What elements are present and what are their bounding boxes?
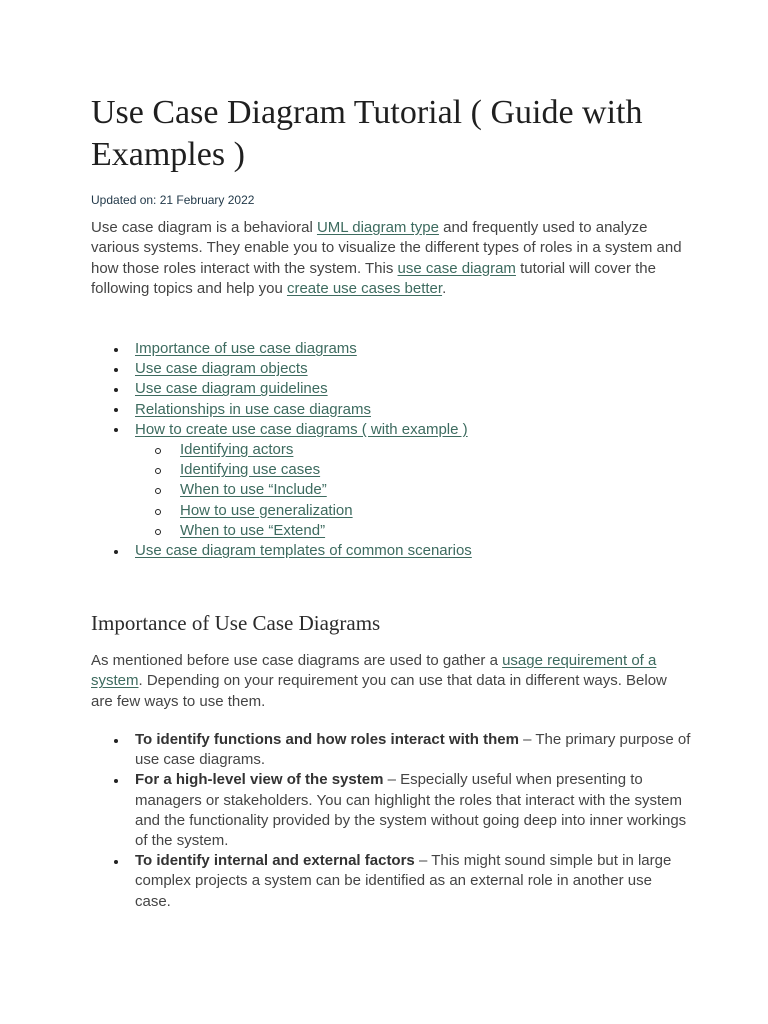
toc-subitem [135,501,711,521]
list-item-text: – The primary purpose of use case diagrams. [135,731,691,769]
usage-requirement-link[interactable]: usage requirement of a system [91,652,657,690]
updated-date: Updated on: 21 February 2022 [91,193,255,207]
list-item-text: – Especially useful when presenting to managers or stakeholders. You can highlight the roles that interact with the system and the functionality provided by the system without going deep into inner workings of the system. [135,771,687,850]
table-of-contents [91,339,711,561]
intro-text-2: and frequently used to analyze various systems. They enable you to visualize the different types of roles in a system and how those roles interact with the system. This [91,219,682,277]
list-item-bold: For a high-level view of the system [135,771,384,789]
toc-subitem [135,521,711,541]
toc-item [91,379,711,399]
toc-subitem [135,440,711,460]
toc-subitem [135,480,711,500]
list-item [91,730,691,770]
list-item-bold: To identify functions and how roles interact with them [135,731,519,748]
section-text-2: . Depending on your requirement you can use that data in different ways. Below are few ways to use them. [91,672,667,710]
use-case-diagram-link[interactable]: use case diagram [397,259,516,277]
intro-text-4: . [442,279,447,297]
toc-link-identifying-use-cases[interactable]: Identifying use cases [180,461,321,479]
toc-subitem [135,460,711,480]
create-use-cases-better-link[interactable]: create use cases better [286,279,443,297]
toc-link-include[interactable]: When to use “Include” [180,481,327,499]
section-paragraph [91,651,691,712]
intro-paragraph [91,218,691,299]
toc-link-extend[interactable]: When to use “Extend” [180,521,326,539]
intro-text-3: tutorial will cover the following topics and help you [91,259,656,297]
toc-item [91,359,711,379]
toc-link-identifying-actors[interactable]: Identifying actors [180,441,294,459]
toc-link-generalization[interactable]: How to use generalization [180,501,353,519]
toc-item [91,400,711,420]
toc-link-objects[interactable]: Use case diagram objects [135,360,308,378]
uml-diagram-type-link[interactable]: UML diagram type [316,219,439,236]
toc-item [91,339,711,359]
list-item [91,851,691,912]
toc-link-how-to-create[interactable]: How to create use case diagrams ( with example ) [135,420,468,438]
toc-item [91,541,711,561]
toc-link-guidelines[interactable]: Use case diagram guidelines [135,380,328,398]
toc-link-importance[interactable]: Importance of use case diagrams [135,340,357,357]
toc-link-relationships[interactable]: Relationships in use case diagrams [135,400,371,418]
toc-sublist [135,440,711,541]
intro-text-1: Use case diagram is a behavioral [91,219,317,236]
list-item-bold: To identify internal and external factors [135,852,415,870]
list-item-text: – This might sound simple but in large complex projects a system can be identified as an external role in another use case. [135,852,672,910]
list-item [91,770,691,851]
section-heading: Importance of Use Case Diagrams [91,611,381,635]
uses-list [91,730,691,912]
page-title: Use Case Diagram Tutorial ( Guide with Examples ) [91,94,643,173]
toc-item [91,420,711,541]
toc-link-templates[interactable]: Use case diagram templates of common scenarios [135,542,472,560]
section-text-1: As mentioned before use case diagrams are used to gather a [91,652,503,669]
